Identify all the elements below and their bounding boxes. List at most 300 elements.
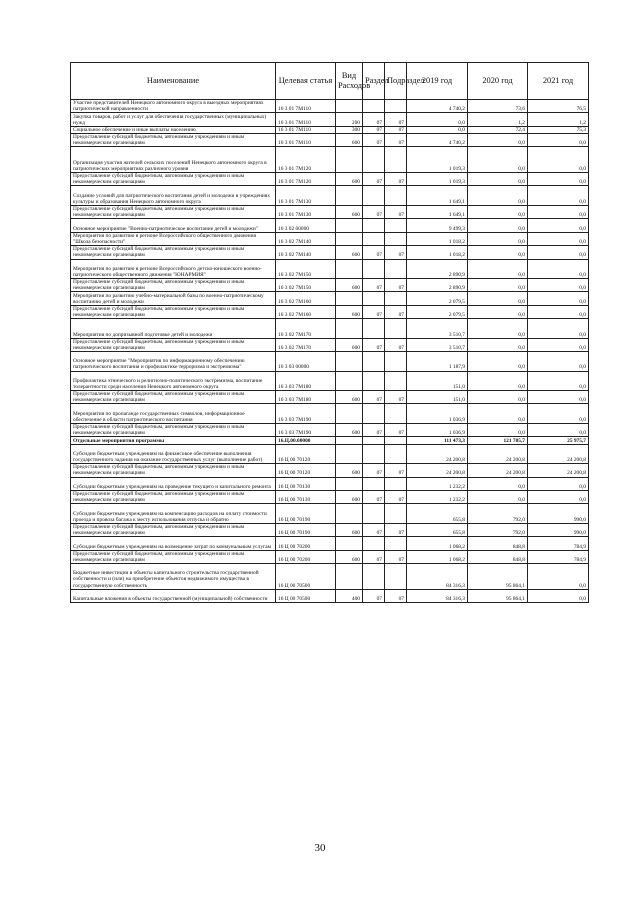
cell-2021: 75,3 [528, 126, 589, 133]
cell-podrazdel: 07 [385, 246, 407, 259]
cell-podrazdel [385, 319, 407, 339]
table-row [71, 319, 589, 339]
cell-2019: 2 079,5 [407, 292, 468, 305]
cell-2020: 0,0 [468, 490, 528, 503]
header-code: Целевая статья [276, 63, 336, 100]
cell-name: Предоставление субсидий бюджетным, автономным учреждениям и иным некоммерческим организациям [71, 464, 276, 477]
cell-razdel: 07 [363, 391, 385, 404]
table-row [71, 444, 589, 464]
cell-code: 16 3 03 7М190 [276, 404, 336, 424]
table-row [71, 504, 589, 524]
cell-razdel [363, 564, 385, 590]
cell-name: Бюджетные инвестиции в объекты капитального строительства государственной собственности и (или) на приобретение объектов недвижимого имущества в государственную собственность [71, 564, 276, 590]
cell-vid: 600 [336, 246, 363, 259]
cell-2021: 0,0 [528, 319, 589, 339]
cell-name: Профилактика этнического и религиозно-политического экстремизма, воспитание толерантности среди населения Ненецкого автономного округа [71, 371, 276, 391]
cell-2020: 95 864,1 [468, 564, 528, 590]
cell-vid [336, 319, 363, 339]
cell-2020: 1,2 [468, 113, 528, 126]
table-row [71, 173, 589, 186]
cell-name: Предоставление субсидий бюджетным, автономным учреждениям и иным некоммерческим организациям [71, 391, 276, 404]
cell-2019: 151,0 [407, 371, 468, 391]
cell-2020: 72,4 [468, 126, 528, 133]
cell-2021: 0,0 [528, 205, 589, 218]
cell-razdel [363, 504, 385, 524]
cell-razdel [363, 371, 385, 391]
cell-2020: 0,0 [468, 338, 528, 351]
cell-2020: 0,0 [468, 259, 528, 279]
cell-podrazdel [385, 232, 407, 245]
cell-vid [336, 437, 363, 444]
cell-razdel: 07 [363, 205, 385, 218]
cell-2021: 0,0 [528, 338, 589, 351]
cell-vid: 600 [336, 550, 363, 563]
cell-name: Предоставление субсидий бюджетным, автономным учреждениям и иным некоммерческим организациям [71, 173, 276, 186]
cell-2019: 1 036,9 [407, 423, 468, 436]
cell-name: Предоставление субсидий бюджетным, автономным учреждениям и иным некоммерческим организациям [71, 338, 276, 351]
cell-name: Субсидии бюджетным учреждениям на проведение текущего и капитального ремонта [71, 477, 276, 490]
cell-2019: 1 232,2 [407, 490, 468, 503]
cell-vid: 200 [336, 113, 363, 126]
cell-code: 16 3 01 7М110 [276, 113, 336, 126]
cell-vid [336, 219, 363, 232]
cell-2020: 0,0 [468, 173, 528, 186]
cell-2021: 25 975,7 [528, 437, 589, 444]
cell-name: Субсидии бюджетным учреждениям на возмещение затрат по коммунальным услугам [71, 537, 276, 550]
cell-podrazdel: 07 [385, 523, 407, 536]
cell-code: 16 3 02 7М140 [276, 232, 336, 245]
cell-code: 16 Ц 00 70130 [276, 490, 336, 503]
cell-code: 16 3 02 7М150 [276, 279, 336, 292]
cell-2019: 4 740,2 [407, 134, 468, 147]
cell-razdel [363, 292, 385, 305]
cell-2021: 990,0 [528, 523, 589, 536]
cell-podrazdel: 07 [385, 490, 407, 503]
cell-name: Субсидии бюджетным учреждениям на компенсацию расходов на оплату стоимости проезда и провоза багажа к месту использования отпуска и обратно [71, 504, 276, 524]
cell-vid [336, 147, 363, 173]
cell-2019: 2 890,9 [407, 259, 468, 279]
cell-podrazdel [385, 219, 407, 232]
cell-podrazdel [385, 352, 407, 372]
cell-name: Предоставление субсидий бюджетным, автономным учреждениям и иным некоммерческим организациям [71, 305, 276, 318]
cell-code: 16 3 02 7М170 [276, 338, 336, 351]
cell-2019: 1 018,2 [407, 232, 468, 245]
cell-code: 16 3 02 7М170 [276, 319, 336, 339]
table-row [71, 464, 589, 477]
cell-name: Предоставление субсидий бюджетным, автономным учреждениям и иным некоммерческим организациям [71, 423, 276, 436]
cell-code: 16 Ц 00 70120 [276, 464, 336, 477]
cell-2020: 792,0 [468, 523, 528, 536]
cell-razdel: 07 [363, 305, 385, 318]
table-row [71, 126, 589, 133]
table-row [71, 279, 589, 292]
cell-2019: 1 019,3 [407, 173, 468, 186]
cell-vid [336, 232, 363, 245]
cell-2021: 24 200,8 [528, 464, 589, 477]
cell-2019: 0,0 [407, 113, 468, 126]
cell-2021: 0,0 [528, 391, 589, 404]
cell-podrazdel: 07 [385, 205, 407, 218]
cell-name: Предоставление субсидий бюджетным, автономным учреждениям и иным некоммерческим организациям [71, 550, 276, 563]
cell-2020: 121 705,7 [468, 437, 528, 444]
cell-2020: 95 864,1 [468, 589, 528, 602]
cell-razdel: 07 [363, 589, 385, 602]
cell-name: Предоставление субсидий бюджетным, автономным учреждениям и иным некоммерческим организациям [71, 134, 276, 147]
table-row [71, 259, 589, 279]
cell-2020: 73,6 [468, 100, 528, 113]
cell-razdel [363, 319, 385, 339]
cell-2020: 24 200,8 [468, 444, 528, 464]
cell-vid [336, 100, 363, 113]
cell-podrazdel: 07 [385, 113, 407, 126]
cell-code: 16 3 01 7М130 [276, 205, 336, 218]
table-row [71, 232, 589, 245]
cell-name: Создание условий для патриотического воспитания детей и молодежи в учреждениях культуры и образования Ненецкого автономного округа [71, 186, 276, 206]
cell-name: Организация участия жителей сельских поселений Ненецкого автономного округа в патриотических мероприятиях различного уровня [71, 147, 276, 173]
cell-code: 16 3 02 00000 [276, 219, 336, 232]
table-row [71, 246, 589, 259]
cell-2019: 655,8 [407, 504, 468, 524]
cell-2020: 0,0 [468, 352, 528, 372]
cell-vid: 300 [336, 126, 363, 133]
cell-podrazdel: 07 [385, 134, 407, 147]
cell-2020: 24 200,8 [468, 464, 528, 477]
cell-2020: 0,0 [468, 391, 528, 404]
cell-2020: 848,8 [468, 537, 528, 550]
cell-2019: 2 890,9 [407, 279, 468, 292]
table-row [71, 589, 589, 602]
cell-podrazdel [385, 477, 407, 490]
cell-2021: 0,0 [528, 490, 589, 503]
cell-2021: 0,0 [528, 589, 589, 602]
cell-2021: 0,0 [528, 186, 589, 206]
cell-vid: 600 [336, 423, 363, 436]
cell-podrazdel: 07 [385, 550, 407, 563]
cell-2019: 24 200,8 [407, 464, 468, 477]
cell-code: 16 Ц 00 70500 [276, 589, 336, 602]
cell-code: 16 3 01 7М110 [276, 100, 336, 113]
cell-vid: 400 [336, 589, 363, 602]
cell-2021: 0,0 [528, 134, 589, 147]
cell-2021: 0,0 [528, 423, 589, 436]
cell-name: Отдельные мероприятия программы [71, 437, 276, 444]
cell-name: Закупка товаров, работ и услуг для обеспечения государственных (муниципальных) нужд [71, 113, 276, 126]
cell-vid: 600 [336, 523, 363, 536]
cell-podrazdel: 07 [385, 126, 407, 133]
cell-vid [336, 352, 363, 372]
cell-2020: 0,0 [468, 305, 528, 318]
cell-2021: 0,0 [528, 477, 589, 490]
cell-podrazdel: 07 [385, 464, 407, 477]
cell-podrazdel [385, 537, 407, 550]
cell-code: 16 3 03 7М180 [276, 371, 336, 391]
cell-2021: 0,0 [528, 371, 589, 391]
cell-2020: 0,0 [468, 292, 528, 305]
cell-2019: 9 499,3 [407, 219, 468, 232]
cell-code: 16 Ц 00 70200 [276, 550, 336, 563]
table-row [71, 338, 589, 351]
cell-vid [336, 292, 363, 305]
header-2019: 2019 год [407, 63, 468, 100]
cell-vid: 600 [336, 173, 363, 186]
cell-podrazdel [385, 292, 407, 305]
cell-podrazdel [385, 404, 407, 424]
cell-vid: 600 [336, 464, 363, 477]
cell-name: Мероприятия по развитию в регионе Всероссийского общественного движения "Школа безопасности" [71, 232, 276, 245]
cell-2019: 84 316,3 [407, 589, 468, 602]
cell-name: Мероприятия по развитию учебно-материальной базы по военно-патриотическому воспитанию детей и молодежи [71, 292, 276, 305]
table-row [71, 305, 589, 318]
cell-razdel [363, 404, 385, 424]
cell-2019: 3 510,7 [407, 319, 468, 339]
table-body [71, 100, 589, 603]
cell-razdel: 07 [363, 113, 385, 126]
cell-code: 16 3 02 7М160 [276, 292, 336, 305]
cell-podrazdel: 07 [385, 391, 407, 404]
cell-vid: 600 [336, 205, 363, 218]
cell-2019: 1 649,1 [407, 205, 468, 218]
cell-vid [336, 477, 363, 490]
cell-razdel: 07 [363, 423, 385, 436]
cell-razdel [363, 100, 385, 113]
cell-2019: 1 232,2 [407, 477, 468, 490]
cell-name: Мероприятия по пропаганде государственных символов, информационное обеспечение в области патриотического воспитания [71, 404, 276, 424]
cell-2021: 0,0 [528, 305, 589, 318]
table-row [71, 404, 589, 424]
cell-2020: 0,0 [468, 232, 528, 245]
cell-code: 16 Ц 00 70190 [276, 523, 336, 536]
table-row [71, 423, 589, 436]
cell-2019: 1 068,2 [407, 550, 468, 563]
cell-vid [336, 259, 363, 279]
cell-2021: 0,0 [528, 292, 589, 305]
cell-2020: 848,8 [468, 550, 528, 563]
cell-2021: 0,0 [528, 259, 589, 279]
cell-code: 16.Ц.00.00000 [276, 437, 336, 444]
table-row [71, 352, 589, 372]
cell-2021: 0,0 [528, 564, 589, 590]
cell-2020: 0,0 [468, 205, 528, 218]
cell-name: Предоставление субсидий бюджетным, автономным учреждениям и иным некоммерческим организациям [71, 205, 276, 218]
cell-podrazdel [385, 186, 407, 206]
cell-2020: 0,0 [468, 147, 528, 173]
cell-name: Мероприятия по допризывной подготовке детей и молодежи [71, 319, 276, 339]
cell-code: 16 3 01 7М120 [276, 173, 336, 186]
cell-2021: 1,2 [528, 113, 589, 126]
cell-2019: 1 018,2 [407, 246, 468, 259]
table-row [71, 113, 589, 126]
cell-2021: 0,0 [528, 173, 589, 186]
cell-podrazdel [385, 100, 407, 113]
cell-name: Предоставление субсидий бюджетным, автономным учреждениям и иным некоммерческим организациям [71, 490, 276, 503]
cell-vid: 600 [336, 490, 363, 503]
cell-2019: 1 187,9 [407, 352, 468, 372]
cell-razdel: 07 [363, 279, 385, 292]
cell-name: Предоставление субсидий бюджетным, автономным учреждениям и иным некоммерческим организациям [71, 523, 276, 536]
cell-code: 16 3 02 7М140 [276, 246, 336, 259]
cell-2021: 0,0 [528, 219, 589, 232]
cell-razdel [363, 186, 385, 206]
cell-razdel [363, 259, 385, 279]
cell-2019: 84 316,3 [407, 564, 468, 590]
cell-podrazdel [385, 371, 407, 391]
cell-vid [336, 564, 363, 590]
cell-razdel [363, 352, 385, 372]
cell-name: Субсидии бюджетным учреждениям на финансовое обеспечение выполнения государственного задания на оказание государственных услуг (выполнение работ) [71, 444, 276, 464]
cell-razdel: 07 [363, 246, 385, 259]
cell-podrazdel [385, 564, 407, 590]
cell-2021: 0,0 [528, 404, 589, 424]
table-row [71, 147, 589, 173]
cell-code: 16 3 03 7М190 [276, 423, 336, 436]
cell-razdel: 07 [363, 338, 385, 351]
cell-name: Мероприятия по развитию в регионе Всероссийского детско-юношеского военно-патриотического общественного движения "ЮНАРМИЯ" [71, 259, 276, 279]
cell-name: Предоставление субсидий бюджетным, автономным учреждениям и иным некоммерческим организациям [71, 246, 276, 259]
cell-podrazdel: 07 [385, 338, 407, 351]
cell-2019: 1 649,1 [407, 186, 468, 206]
cell-2021: 0,0 [528, 232, 589, 245]
cell-code: 16 Ц 00 70190 [276, 504, 336, 524]
header-name: Наименование [71, 63, 276, 100]
cell-2019: 111 473,3 [407, 437, 468, 444]
cell-razdel: 07 [363, 126, 385, 133]
header-2020: 2020 год [468, 63, 528, 100]
header-2021: 2021 год [528, 63, 589, 100]
cell-vid [336, 404, 363, 424]
cell-2020: 0,0 [468, 404, 528, 424]
cell-podrazdel: 07 [385, 305, 407, 318]
cell-2020: 0,0 [468, 246, 528, 259]
cell-razdel: 07 [363, 523, 385, 536]
cell-2020: 0,0 [468, 134, 528, 147]
cell-vid [336, 371, 363, 391]
cell-2021: 784,9 [528, 550, 589, 563]
table-row [71, 292, 589, 305]
cell-code: 16 3 01 7М110 [276, 134, 336, 147]
cell-2020: 0,0 [468, 319, 528, 339]
cell-2019: 24 200,8 [407, 444, 468, 464]
cell-podrazdel: 07 [385, 423, 407, 436]
cell-podrazdel: 07 [385, 589, 407, 602]
cell-2021: 24 200,8 [528, 444, 589, 464]
cell-vid [336, 186, 363, 206]
cell-code: 16 Ц 00 70200 [276, 537, 336, 550]
cell-razdel: 07 [363, 173, 385, 186]
cell-razdel: 07 [363, 464, 385, 477]
cell-podrazdel: 07 [385, 279, 407, 292]
cell-name: Социальное обеспечение и иные выплаты населению [71, 126, 276, 133]
cell-code: 16 Ц 00 70130 [276, 477, 336, 490]
cell-razdel: 07 [363, 134, 385, 147]
cell-2021: 0,0 [528, 147, 589, 173]
table-header-row [71, 63, 589, 100]
cell-razdel [363, 147, 385, 173]
page-number: 30 [314, 842, 326, 854]
cell-vid [336, 504, 363, 524]
cell-2019: 3 510,7 [407, 338, 468, 351]
table-row [71, 205, 589, 218]
cell-2019: 1 019,3 [407, 147, 468, 173]
cell-2019: 2 079,5 [407, 305, 468, 318]
cell-vid [336, 537, 363, 550]
budget-table [70, 62, 589, 603]
cell-code: 16 Ц 00 70500 [276, 564, 336, 590]
cell-podrazdel [385, 504, 407, 524]
header-podrazdel: Подраздел [385, 63, 407, 100]
cell-2020: 0,0 [468, 423, 528, 436]
cell-name: Предоставление субсидий бюджетным, автономным учреждениям и иным некоммерческим организациям [71, 279, 276, 292]
cell-razdel [363, 232, 385, 245]
table-row [71, 437, 589, 444]
cell-code: 16 3 02 7М150 [276, 259, 336, 279]
cell-podrazdel [385, 259, 407, 279]
cell-2019: 1 036,9 [407, 404, 468, 424]
cell-2019: 4 740,2 [407, 100, 468, 113]
cell-2021: 784,9 [528, 537, 589, 550]
header-razdel: Раздел [363, 63, 385, 100]
cell-2020: 792,0 [468, 504, 528, 524]
cell-razdel: 07 [363, 550, 385, 563]
cell-podrazdel [385, 444, 407, 464]
table-row [71, 537, 589, 550]
cell-2020: 0,0 [468, 186, 528, 206]
cell-2020: 0,0 [468, 279, 528, 292]
cell-vid: 600 [336, 305, 363, 318]
cell-2019: 151,0 [407, 391, 468, 404]
cell-razdel [363, 477, 385, 490]
cell-2019: 0,0 [407, 126, 468, 133]
cell-2019: 1 068,2 [407, 537, 468, 550]
cell-2020: 0,0 [468, 477, 528, 490]
cell-code: 16 3 01 7М110 [276, 126, 336, 133]
cell-code: 16 Ц 00 70120 [276, 444, 336, 464]
cell-2020: 0,0 [468, 371, 528, 391]
table-row [71, 100, 589, 113]
cell-vid: 600 [336, 338, 363, 351]
cell-razdel [363, 537, 385, 550]
cell-vid [336, 444, 363, 464]
cell-podrazdel [385, 147, 407, 173]
cell-razdel [363, 437, 385, 444]
header-vid: Вид Расходов [336, 63, 363, 100]
cell-2021: 0,0 [528, 352, 589, 372]
cell-razdel [363, 219, 385, 232]
table-row [71, 564, 589, 590]
cell-razdel [363, 444, 385, 464]
table-row [71, 490, 589, 503]
cell-vid: 600 [336, 391, 363, 404]
cell-name: Основное мероприятие "Военно-патриотическое воспитание детей и молодежи" [71, 219, 276, 232]
table-row [71, 186, 589, 206]
cell-2021: 990,0 [528, 504, 589, 524]
table-row [71, 550, 589, 563]
cell-vid: 600 [336, 279, 363, 292]
cell-2021: 0,0 [528, 246, 589, 259]
table-row [71, 477, 589, 490]
table-row [71, 391, 589, 404]
cell-code: 16 3 03 00000 [276, 352, 336, 372]
table-row [71, 219, 589, 232]
budget-page [70, 62, 588, 603]
cell-name: Капитальные вложения в объекты государственной (муниципальной) собственности [71, 589, 276, 602]
table-row [71, 134, 589, 147]
cell-code: 16 3 02 7М160 [276, 305, 336, 318]
cell-podrazdel: 07 [385, 173, 407, 186]
cell-2021: 76,5 [528, 100, 589, 113]
cell-2019: 655,8 [407, 523, 468, 536]
cell-razdel: 07 [363, 490, 385, 503]
cell-code: 16 3 03 7М180 [276, 391, 336, 404]
